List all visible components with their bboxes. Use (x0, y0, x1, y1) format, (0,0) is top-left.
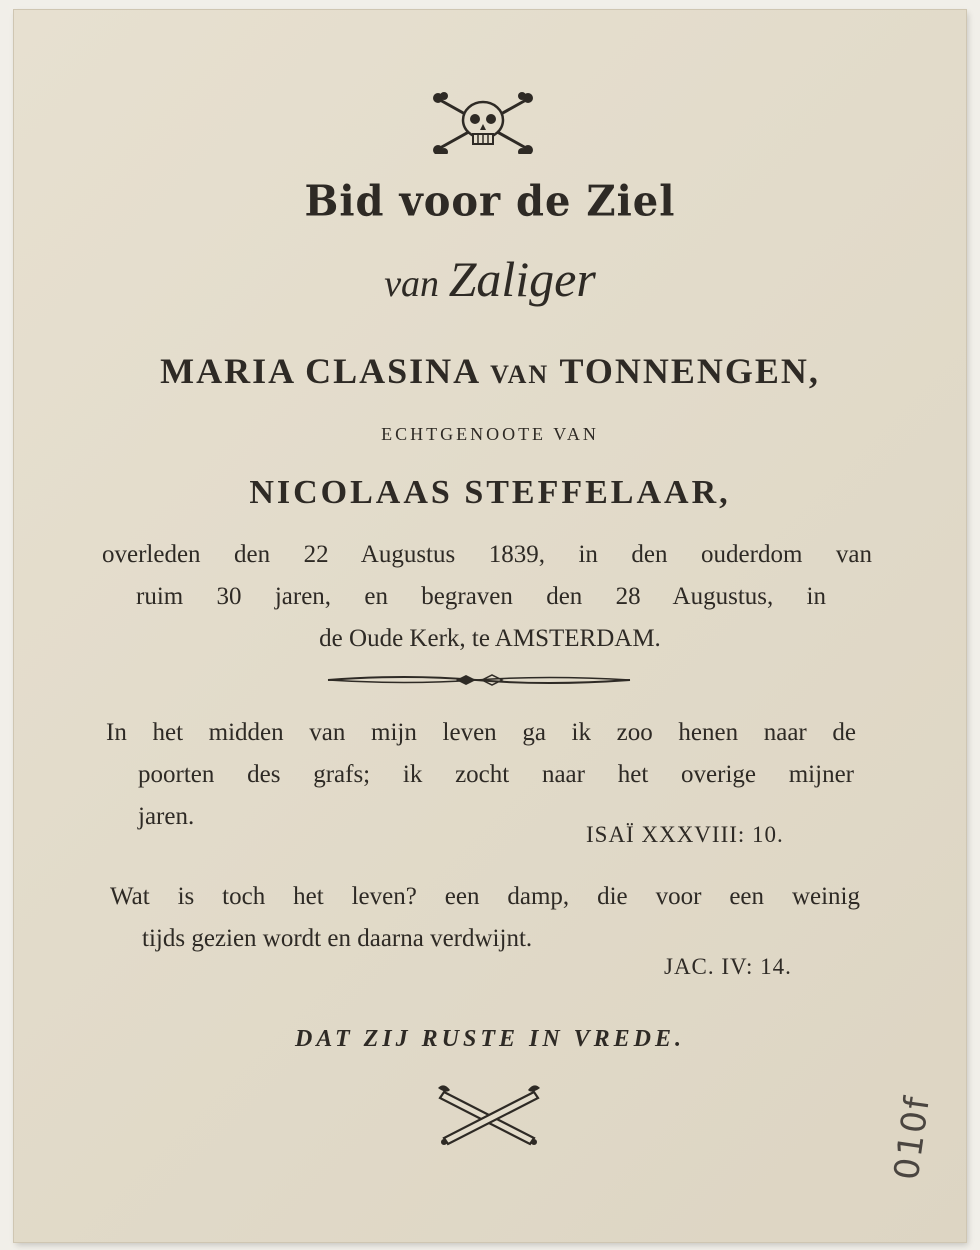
verse2-line-1: Wat is toch het leven? een damp, die voor een weinig (110, 883, 860, 910)
skull-and-crossbones-icon (428, 92, 538, 154)
ornamental-divider-icon (326, 672, 632, 688)
verse1-reference: ISAÏ XXXVIII: 10. (586, 822, 784, 847)
van-prefix: van (384, 263, 440, 305)
deceased-name (14, 350, 966, 392)
spouse-label: ECHTGENOOTE VAN (381, 424, 599, 444)
card-heading: Bid voor de Ziel (304, 176, 676, 227)
verse2-line-2: tijds gezien wordt en daarna verdwijnt. (142, 925, 533, 952)
memorial-card (14, 10, 966, 1242)
verse1-line-1: In het midden van mijn leven ga ik zoo henen naar de (106, 719, 856, 746)
verse1-line-2: poorten des grafs; ik zocht naar het overige mijner (138, 761, 854, 788)
details-line-2: ruim 30 jaren, en begraven den 28 Augustus, in (136, 583, 826, 610)
deceased-name-part2: TONNENGEN, (559, 351, 820, 391)
handwritten-note: 010f (886, 1092, 939, 1183)
deceased-name-van: VAN (490, 360, 550, 389)
details-line-1: overleden den 22 Augustus 1839, in den ouderdom van (102, 541, 872, 568)
deceased-name-part1: MARIA CLASINA (160, 351, 480, 391)
zaliger-word: Zaliger (448, 251, 596, 307)
verse2-reference: JAC. IV: 14. (664, 954, 792, 979)
closing-motto: DAT ZIJ RUSTE IN VREDE. (294, 1026, 686, 1052)
crossed-torches-icon (434, 1082, 544, 1148)
details-line-3: de Oude Kerk, te AMSTERDAM. (319, 625, 661, 652)
spouse-name: NICOLAAS STEFFELAAR, (249, 474, 731, 511)
van-zaliger-line (14, 250, 966, 308)
verse1-line-3: jaren. (138, 803, 195, 830)
